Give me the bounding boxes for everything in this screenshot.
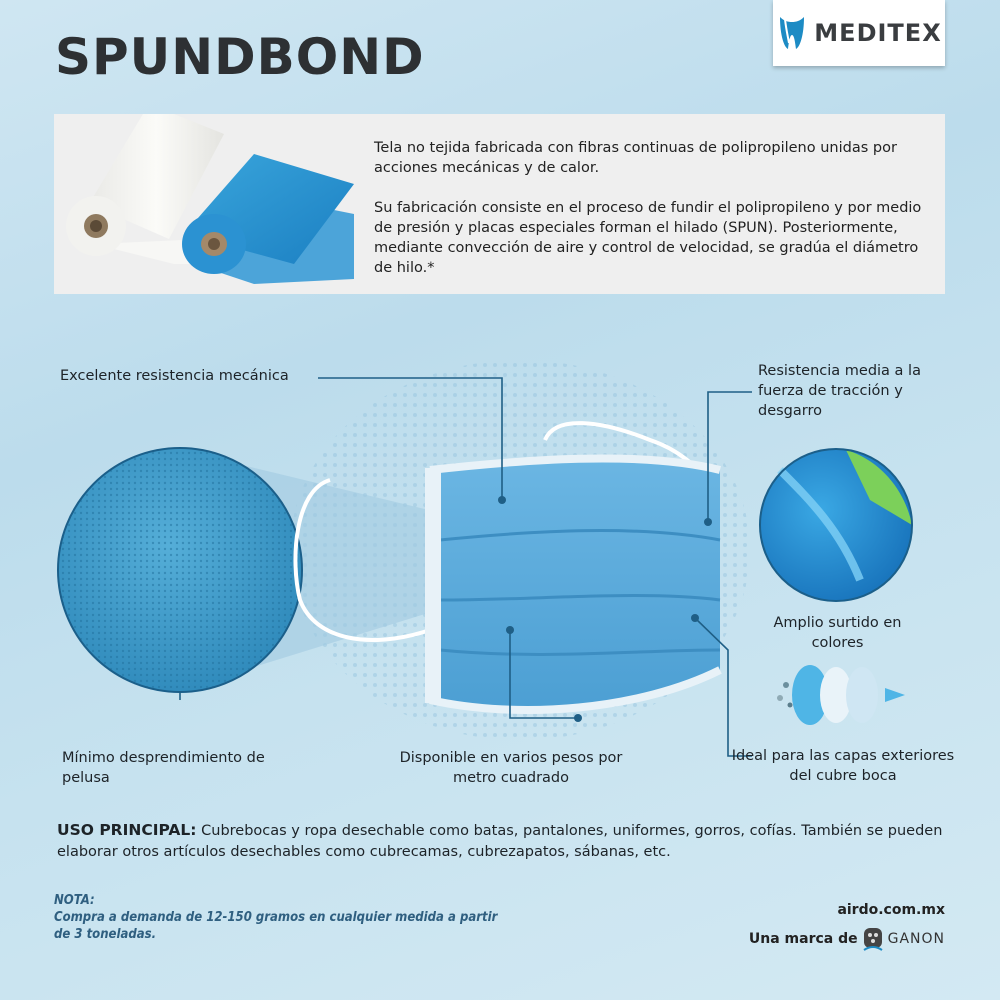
info-text <box>374 138 929 298</box>
callout-weights: Disponible en varios pesos por metro cuadrado <box>399 750 623 786</box>
callout-outer-layers: Ideal para las capas exteriores del cubre boca <box>731 748 955 784</box>
brand-line <box>749 926 945 952</box>
brand-name: GANON <box>887 931 945 947</box>
note-section <box>54 892 504 943</box>
info-paragraph-1: Tela no tejida fabricada con fibras continuas de polipropileno unidas por acciones mecánicas y de calor. <box>374 140 897 176</box>
fabric-rolls-image <box>54 114 364 294</box>
mask-layers-icon <box>777 665 905 725</box>
callout-color-range: Amplio surtido en colores <box>773 615 902 651</box>
meditex-logo <box>773 0 945 66</box>
note-label: NOTA: <box>54 893 95 908</box>
info-box <box>54 114 945 294</box>
website-link[interactable]: airdo.com.mx <box>837 902 945 918</box>
mask-body <box>430 458 720 710</box>
usage-section <box>57 820 947 863</box>
callout-traction-resistance: Resistencia media a la fuerza de tracción y desgarro <box>758 363 921 419</box>
ganon-logo-icon <box>862 926 884 952</box>
note-text: Compra a demanda de 12-150 gramos en cualquier medida a partir de 3 toneladas. <box>54 910 498 942</box>
page-title: SPUNDBOND <box>55 28 425 86</box>
usage-text: Cubrebocas y ropa desechable como batas, pantalones, uniformes, gorros, cofías. También se pueden elaborar otros artículos desechables como cubrecamas, cubrezapatos, sábanas, etc. <box>57 823 943 860</box>
info-paragraph-2: Su fabricación consiste en el proceso de fundir el polipropileno y por medio de presión y placas especiales forman el hilado (SPUN). Posteriormente, mediante convección de aire y control de velocidad, se gradúa el diámetro de hilo.* <box>374 200 922 276</box>
mask-diagram <box>0 300 1000 820</box>
callout-lint: Mínimo desprendimiento de pelusa <box>62 750 265 786</box>
usage-label: USO PRINCIPAL: <box>57 821 197 839</box>
brand-prefix: Una marca de <box>748 931 858 947</box>
callout-mechanical-resistance: Excelente resistencia mecánica <box>60 368 289 384</box>
logo-text: MEDITEX <box>814 19 942 47</box>
tooth-logo-icon <box>776 13 808 53</box>
